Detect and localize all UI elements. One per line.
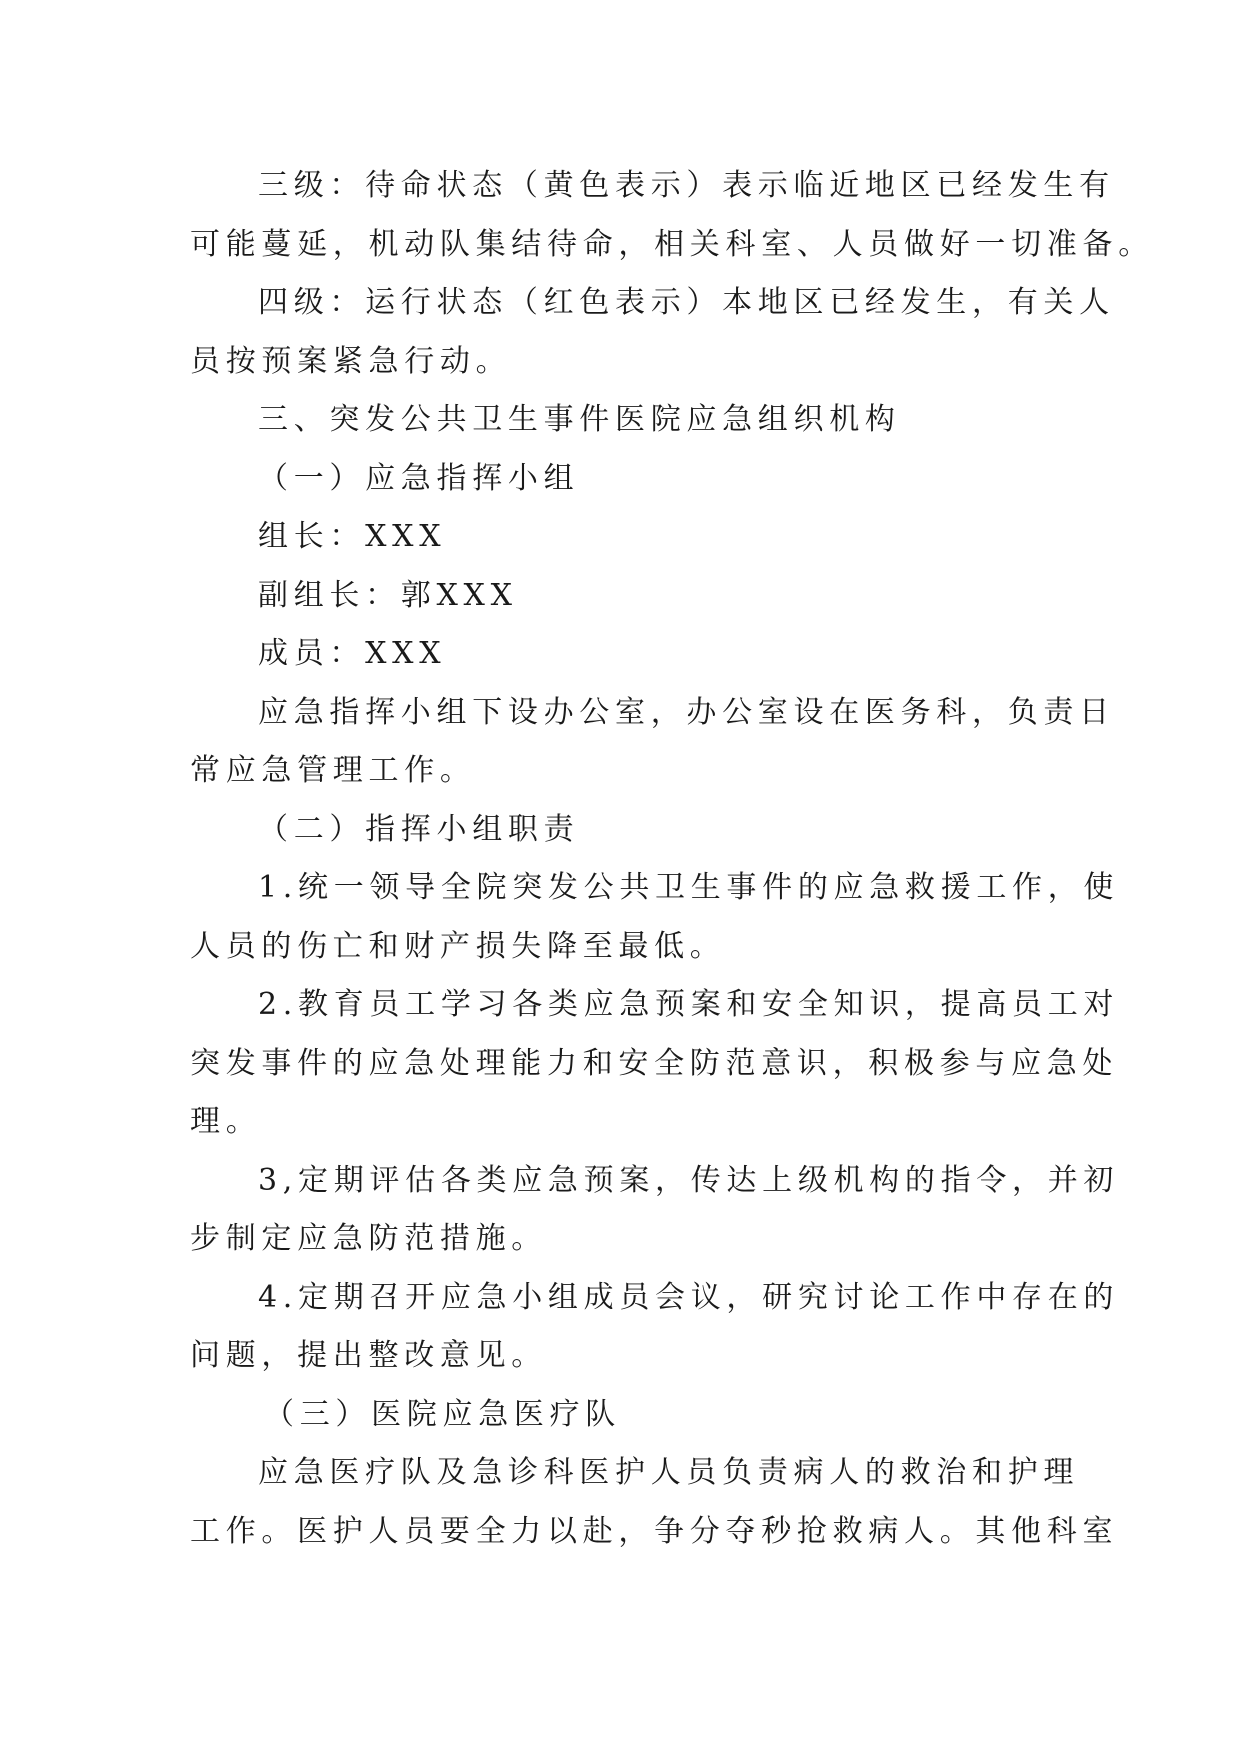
text-line: 工作。医护人员要全力以赴，争分夺秒抢救病人。其他科室 [190, 1513, 1119, 1549]
text-line: 成员：XXX [258, 636, 447, 671]
section-heading [190, 391, 1050, 450]
text-line: 员按预案紧急行动。 [190, 343, 512, 379]
leader-line [190, 508, 1050, 567]
text-line: 2.教育员工学习各类应急预案和安全知识，提高员工对 [258, 987, 1120, 1022]
text-line: 四级：运行状态（红色表示）本地区已经发生，有关人 [258, 285, 1115, 320]
subsection-heading [190, 1386, 1050, 1445]
text-line: 4.定期召开应急小组成员会议，研究讨论工作中存在的 [258, 1279, 1120, 1315]
text-line: 三、突发公共卫生事件医院应急组织机构 [258, 402, 901, 437]
text-line: 三级：待命状态（黄色表示）表示临近地区已经发生有 [258, 168, 1115, 203]
paragraph-duty-3 [190, 1152, 1120, 1269]
text-line: 1.统一领导全院突发公共卫生事件的应急救援工作，使 [258, 870, 1120, 905]
text-line: 副组长：郭XXX [258, 577, 518, 613]
subsection-heading [190, 801, 1050, 860]
document-body [190, 157, 1154, 1561]
text-line: 常应急管理工作。 [190, 753, 476, 788]
text-line: 突发事件的应急处理能力和安全防范意识，积极参与应急处 [190, 1045, 1119, 1081]
paragraph-level-three [190, 157, 1154, 274]
text-line: 人员的伤亡和财产损失降至最低。 [190, 928, 726, 964]
paragraph-duty-1 [190, 859, 1120, 976]
text-line: 可能蔓延，机动队集结待命，相关科室、人员做好一切准备。 [190, 226, 1154, 262]
paragraph-level-four [190, 274, 1115, 391]
text-line: （一）应急指挥小组 [258, 460, 580, 496]
text-line: 应急指挥小组下设办公室，办公室设在医务科，负责日 [258, 694, 1115, 730]
subsection-heading [190, 450, 1050, 509]
text-line: 组长：XXX [258, 519, 447, 554]
text-line: 步制定应急防范措施。 [190, 1221, 547, 1256]
paragraph-duty-4 [190, 1269, 1120, 1386]
text-line: 应急医疗队及急诊科医护人员负责病人的救治和护理 [258, 1455, 1080, 1490]
paragraph-duty-2 [190, 976, 1120, 1152]
text-line: 理。 [190, 1104, 262, 1139]
deputy-leader-line [190, 567, 1050, 626]
text-line: （三）医院应急医疗队 [264, 1396, 621, 1432]
members-line [190, 625, 1050, 684]
paragraph-medical-team [190, 1444, 1119, 1561]
paragraph-office [190, 684, 1115, 801]
text-line: 3,定期评估各类应急预案，传达上级机构的指令，并初 [258, 1162, 1120, 1198]
text-line: （二）指挥小组职责 [258, 811, 580, 847]
text-line: 问题，提出整改意见。 [190, 1338, 547, 1373]
